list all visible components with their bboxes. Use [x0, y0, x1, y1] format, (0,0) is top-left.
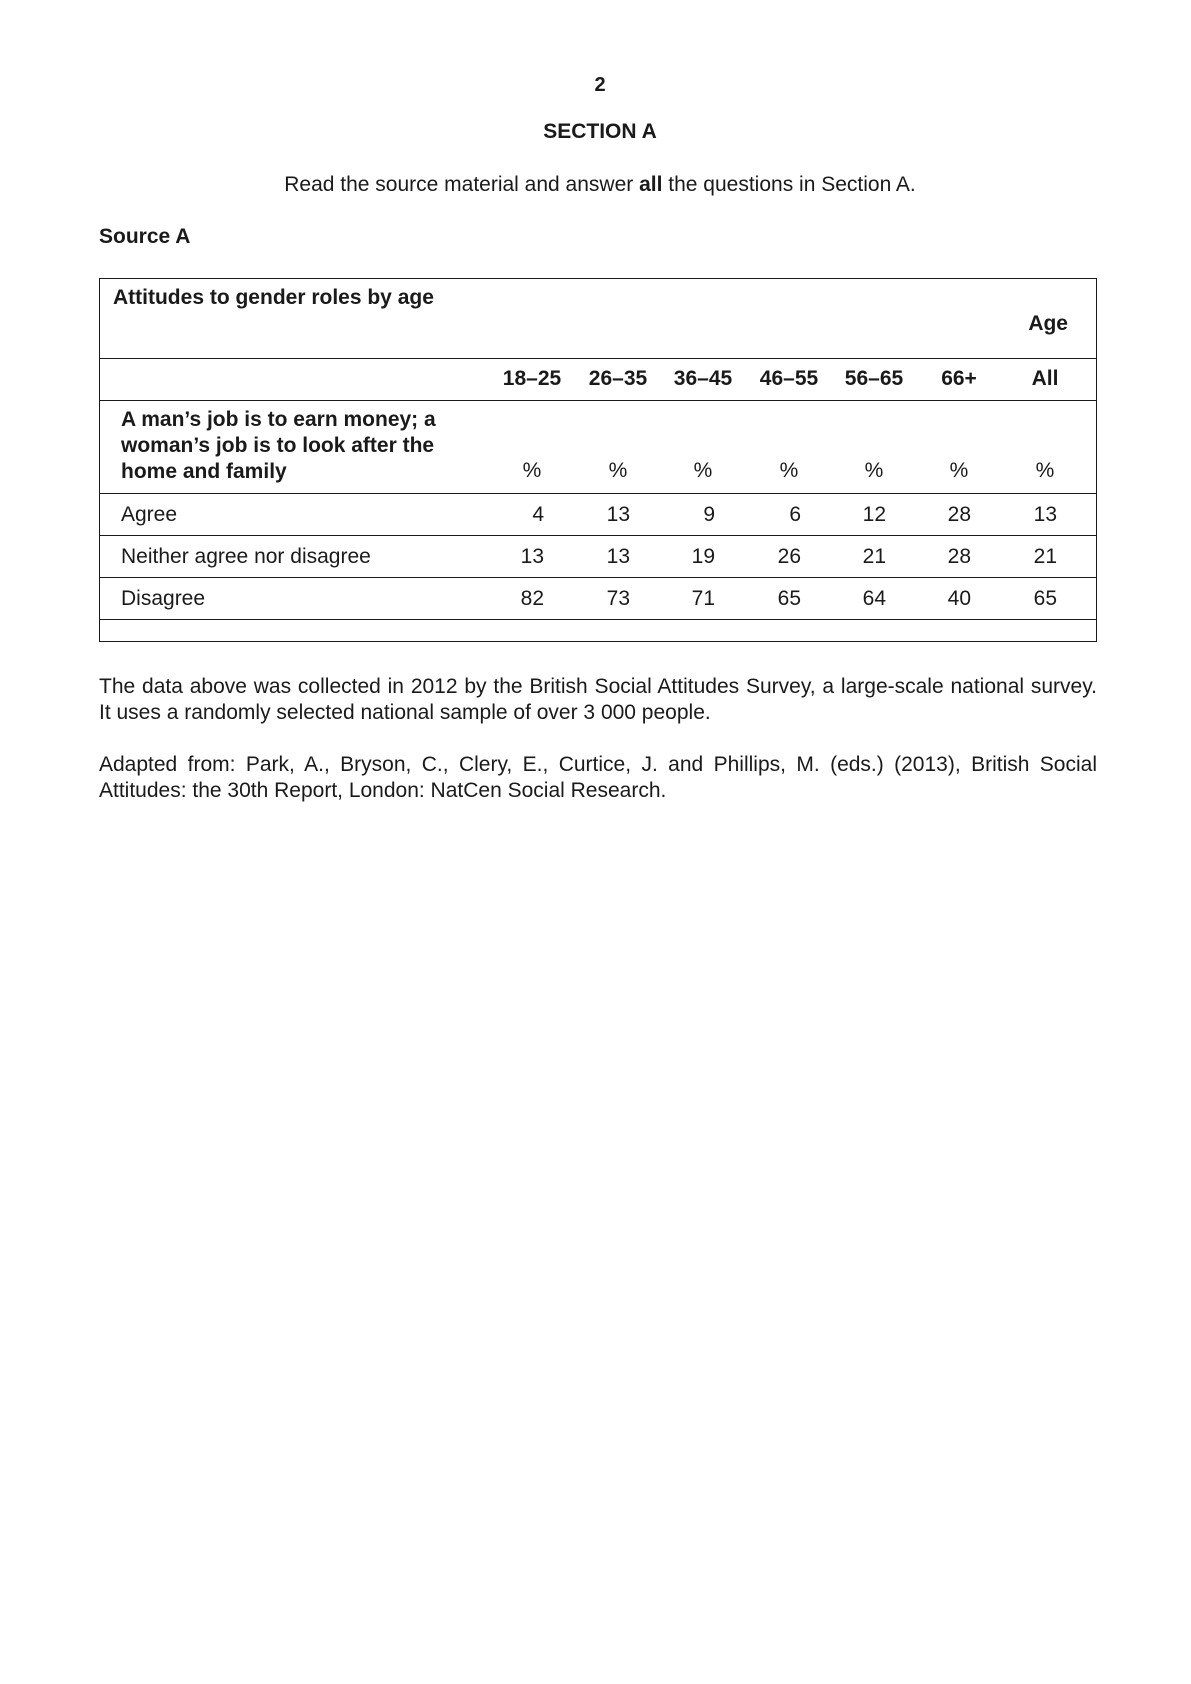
instruction: [0, 173, 1191, 197]
unit-label: %: [1035, 459, 1055, 482]
unit-label: %: [608, 459, 628, 482]
divider: [100, 400, 1096, 401]
table-cell: 12: [862, 503, 886, 526]
row-label: Disagree: [121, 587, 206, 610]
table-cell: 13: [520, 545, 544, 568]
table-cell: 19: [691, 545, 715, 568]
instruction-end: the questions in Section A.: [662, 173, 916, 196]
row-label: Neither agree nor disagree: [121, 545, 371, 568]
column-header: All: [1031, 367, 1059, 390]
table-cell: 4: [532, 503, 544, 526]
table-cell: 13: [606, 545, 630, 568]
page-number: 2: [594, 74, 606, 96]
column-header: 56–65: [844, 367, 904, 390]
table-cell: 82: [520, 587, 544, 610]
survey-note: The data above was collected in 2012 by the British Social Attitudes Survey, a large-scale national survey. It uses a randomly selected national sample of over 3 000 people.: [99, 675, 1097, 724]
source-table: [99, 278, 1097, 642]
table-cell: 21: [862, 545, 886, 568]
table-cell: 40: [947, 587, 971, 610]
table-title: Attitudes to gender roles by age: [113, 286, 434, 309]
source-citation: Adapted from: Park, A., Bryson, C., Clery, E., Curtice, J. and Phillips, M. (eds.) (2013), British Social Attitudes: the 30th Report, London: NatCen Social Research.: [99, 753, 1097, 802]
divider: [100, 619, 1096, 620]
table-cell: 26: [777, 545, 801, 568]
column-header: 66+: [941, 367, 977, 390]
table-cell: 13: [606, 503, 630, 526]
divider: [100, 577, 1096, 578]
table-cell: 73: [606, 587, 630, 610]
instruction-emphasis: all: [639, 173, 663, 196]
table-cell: 9: [703, 503, 715, 526]
source-label: Source A: [99, 225, 191, 248]
column-header: 46–55: [759, 367, 819, 390]
instruction-start: Read the source material and answer: [284, 173, 640, 196]
table-cell: 28: [947, 545, 971, 568]
statement-text: A man’s job is to earn money; a woman’s job is to look after the home and family: [121, 408, 436, 483]
divider: [100, 535, 1096, 536]
table-cell: 65: [1033, 587, 1057, 610]
column-header: 18–25: [502, 367, 562, 390]
age-group-header: Age: [1028, 312, 1068, 335]
table-cell: 64: [862, 587, 886, 610]
unit-label: %: [522, 459, 542, 482]
row-label: Agree: [121, 503, 178, 526]
unit-label: %: [779, 459, 799, 482]
unit-label: %: [864, 459, 884, 482]
divider: [100, 358, 1096, 359]
divider: [100, 493, 1096, 494]
table-cell: 13: [1033, 503, 1057, 526]
column-header: 36–45: [673, 367, 733, 390]
table-cell: 65: [777, 587, 801, 610]
unit-label: %: [693, 459, 713, 482]
table-cell: 71: [691, 587, 715, 610]
unit-label: %: [949, 459, 969, 482]
table-cell: 21: [1033, 545, 1057, 568]
table-cell: 6: [789, 503, 801, 526]
section-title: SECTION A: [543, 120, 657, 143]
table-cell: 28: [947, 503, 971, 526]
column-header: 26–35: [588, 367, 648, 390]
